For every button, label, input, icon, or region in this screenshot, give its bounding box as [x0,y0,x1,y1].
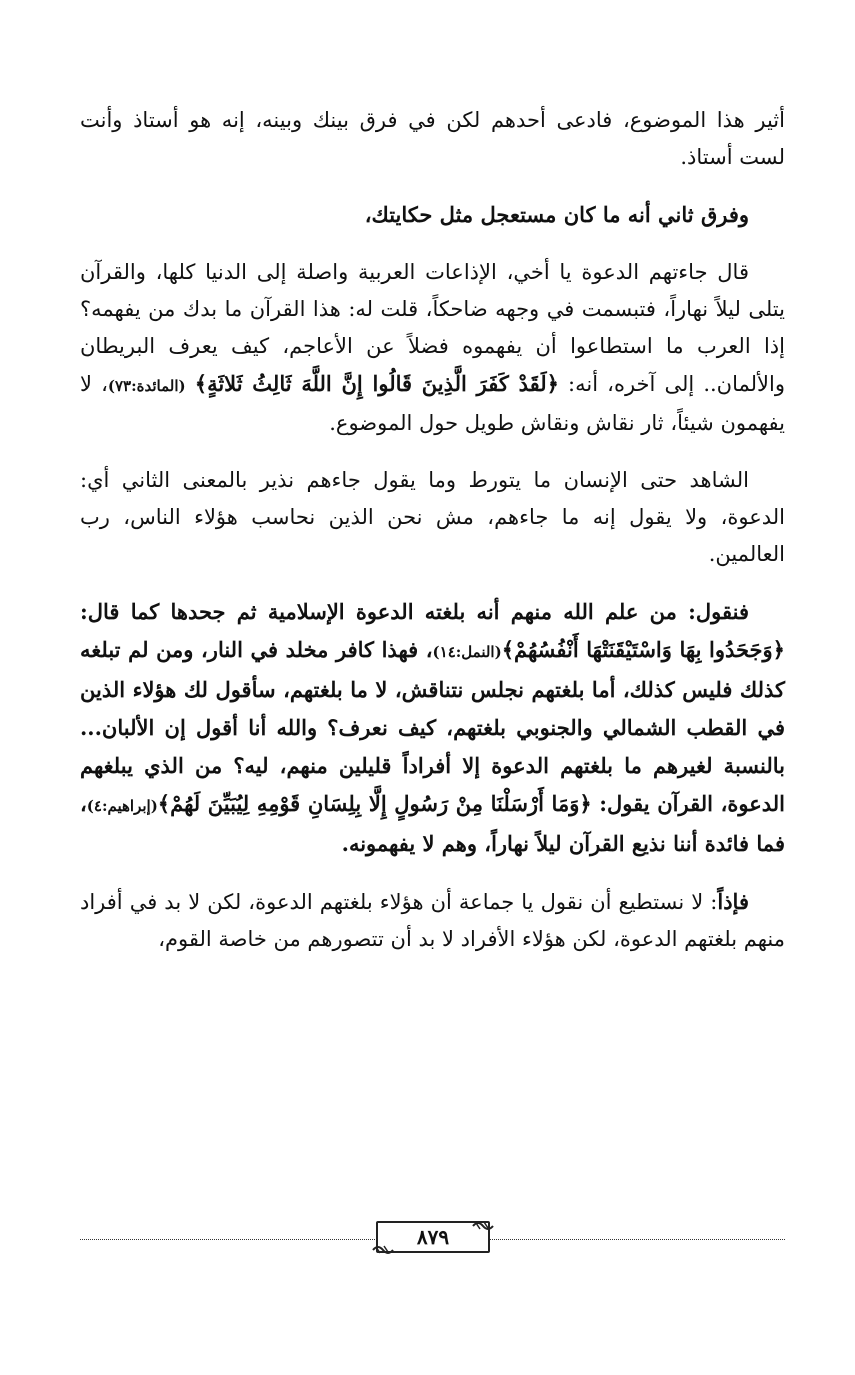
paragraph [80,593,785,863]
paragraph [80,196,785,234]
text-run [186,372,195,396]
bold-text: فنقول: من علم الله منهم أنه بلغته الدعوة الإسلامية ثم جحدها كما قال: [80,599,749,624]
text-run: أثير هذا الموضوع، فادعى أحدهم لكن في فرق بينك وبينه، إنه هو أستاذ وأنت لست أستاذ. [80,108,785,169]
paragraph [80,883,785,958]
body-text [80,102,785,958]
bold-text: وفرق ثاني أنه ما كان مستعجل مثل حكايتك، [364,202,749,227]
text-run: قال جاءتهم الدعوة يا أخي، الإذاعات العربية واصلة إلى الدنيا كلها، والقرآن يتلى ليلاً نهاراً، فتبسمت في وجهه ضاحكاً، قلت له: هذا القرآن ما بدك من يفهمه؟ إذا العرب ما استطاعوا أن يفهموه فضلاً عن الأعاجم، كيف يعرف البريطان والألمان.. إلى آخره، أنه: [80,260,785,396]
page-number-frame [376,1221,490,1253]
verse-reference: (إبراهيم:٤) [86,797,158,815]
text-run: ، لا يفهمون شيئاً، ثار نقاش ونقاش طويل حول الموضوع. [80,372,785,435]
bold-text: فإذاً [717,889,749,914]
quran-verse: ﴿لَقَدْ كَفَرَ الَّذِينَ قَالُوا إِنَّ اللَّهَ ثَالِثُ ثَلاثَةٍ﴾ [194,371,559,396]
page-footer [80,1219,785,1259]
text-run: : لا نستطيع أن نقول يا جماعة أن هؤلاء بلغتهم الدعوة، لكن لا بد في أفراد منهم بلغتهم الدعوة، لكن هؤلاء الأفراد لا بد أن تتصورهم من خاصة القوم، [80,890,785,951]
verse-reference: (النمل:١٤) [432,643,502,661]
text-run: الشاهد حتى الإنسان ما يتورط وما يقول جاءهم نذير بالمعنى الثاني أي: الدعوة، ولا يقول إنه ما جاءهم، مش نحن الذين نحاسب هؤلاء الناس، رب العالمين. [80,468,785,566]
paragraph [80,462,785,573]
bold-text: ، فما فائدة أننا نذيع القرآن ليلاً نهاراً، وهم لا يفهمونه. [80,791,785,856]
verse-reference: (المائدة:٧٣) [107,377,186,395]
bold-text: ، فهذا كافر مخلد في النار، ومن لم تبلغه كذلك فليس كذلك، أما بلغتهم نجلس نتناقش، لا ما بلغتهم، سأقول لك هؤلاء الذين في القطب الشمالي والجنوبي بلغتهم، كيف نعرف؟ والله أنا أقول إن الألبان... بالنسبة لغيرهم ما بلغتهم الدعوة إلا أفراداً قليلين منهم، ليه؟ من الذي يبلغهم الدعوة، القرآن يقول: [80,637,786,816]
page-number: ٨٧٩ [416,1225,450,1249]
quran-verse: ﴿وَمَا أَرْسَلْنَا مِنْ رَسُولٍ إِلَّا بِلِسَانِ قَوْمِهِ لِيُبَيِّنَ لَهُمْ﴾ [157,791,592,816]
paragraph [80,254,785,442]
paragraph [80,102,785,176]
quran-verse: ﴿وَجَحَدُوا بِهَا وَاسْتَيْقَنَتْهَا أَنْفُسُهُمْ﴾ [501,637,785,662]
